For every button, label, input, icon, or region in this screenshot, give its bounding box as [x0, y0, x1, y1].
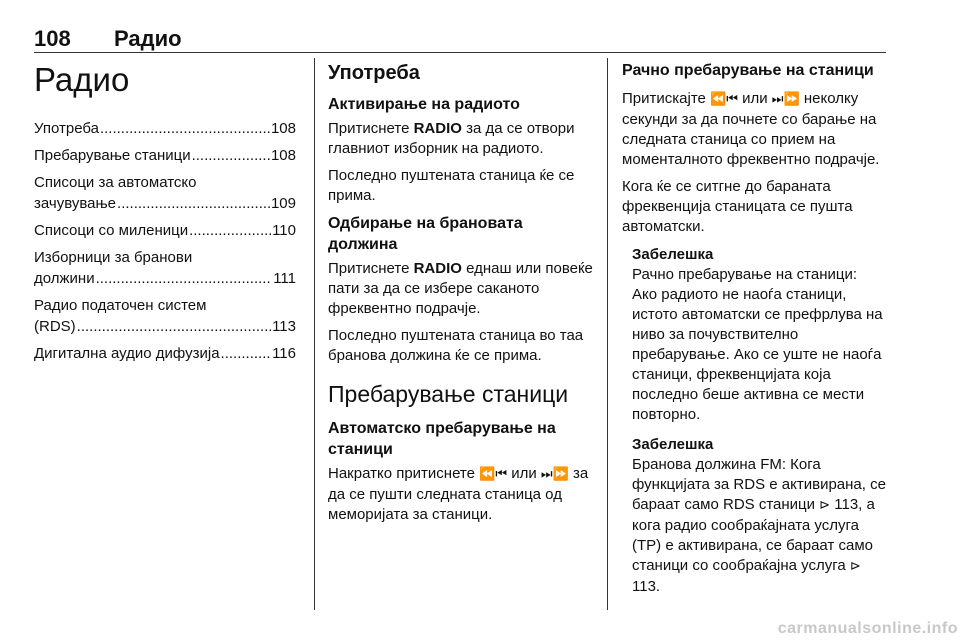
paragraph: Кога ќе се ситгне до бараната фреквенција станицата се пушта автоматски.: [622, 178, 853, 235]
toc-entry-title: (RDS): [34, 318, 76, 335]
section-title-search: Пребарување станици: [328, 381, 569, 407]
toc-entry-row: [34, 268, 296, 289]
page-number: 108: [34, 26, 71, 51]
toc-entry-row: [34, 145, 296, 166]
column-divider-2: [607, 58, 608, 610]
toc-entry-title-line: Изборници за бранови: [34, 249, 193, 266]
paragraph: Притискајте ⏪⏮ или ⏭⏩ неколку секунди за да почнете со барање на следната станица со прием на моменталното фреквентно подрачје.: [622, 90, 880, 168]
toc-entry-title: Пребарување станици: [34, 147, 191, 164]
seek-forward-icon: ⏭⏩: [540, 467, 569, 482]
seek-forward-icon: ⏭⏩: [771, 92, 800, 107]
toc-entry-row: [34, 220, 296, 241]
toc-column: [34, 60, 296, 370]
toc-leader-dots: [77, 316, 271, 337]
note-box: [632, 245, 886, 425]
section-title-usage: Употреба: [328, 62, 420, 84]
paragraph: Накратко притиснете ⏪⏮ или ⏭⏩ за да се пушти следната станица од меморијата за станици.: [328, 465, 589, 523]
toc-leader-dots: [192, 145, 270, 166]
toc-entry-row: [34, 316, 296, 337]
toc-entry-row: [34, 343, 296, 364]
toc-page-number: 116: [272, 345, 296, 362]
chapter-title: Радио: [34, 61, 130, 98]
toc-entry-row: [34, 118, 296, 139]
paragraph: Притиснете RADIO за да се отвори главниот изборник на радиото.: [328, 120, 575, 157]
paragraph: Последно пуштената станица ќе се прима.: [328, 167, 575, 204]
note-title: Забелешка: [632, 246, 714, 263]
subsection-title-manual-search: Рачно пребарување на станици: [622, 62, 874, 79]
toc-entry-title: должини: [34, 270, 95, 287]
seek-back-icon: ⏪⏮: [710, 92, 738, 107]
paragraph: Притиснете RADIO еднаш или повеќе пати за да се избере саканото фреквентно подрачје.: [328, 260, 593, 317]
toc-entry[interactable]: [34, 220, 296, 241]
toc-entry-title: Употреба: [34, 120, 99, 137]
radio-key-label: RADIO: [413, 120, 462, 137]
toc-leader-dots: [117, 193, 270, 214]
paragraph: Последно пуштената станица во таа бранова должина ќе се прима.: [328, 327, 584, 364]
toc-leader-dots: [189, 220, 271, 241]
toc-entry-title-line: Списоци за автоматско: [34, 174, 197, 191]
toc-page-number: 109: [270, 195, 296, 212]
toc-leader-dots: [96, 268, 273, 289]
toc-page-number: 110: [272, 222, 296, 239]
watermark: carmanualsonline.info: [777, 620, 958, 637]
toc-entry[interactable]: [34, 118, 296, 139]
radio-key-label: RADIO: [413, 260, 462, 277]
toc-entry-row: [34, 193, 296, 214]
toc-page-number: 108: [270, 147, 296, 164]
subsection-title-auto-search: Автоматско пребарување на станици: [328, 420, 556, 458]
note-box: [632, 435, 886, 597]
note-text: Рачно пребарување на станици: Ако радиото не наоѓа станици, истото автоматски се префрлува на ниво за почувствително пребарување. Ако се уште не наоѓа станици, фреквенцијата која последно беше активна се мести повторно.: [632, 266, 883, 423]
toc-entry[interactable]: [34, 247, 296, 289]
content-column-2: [328, 60, 594, 532]
page-header: [34, 26, 886, 53]
toc-entry-title: Дигитална аудио дифузија: [34, 345, 220, 362]
toc-leader-dots: [100, 118, 270, 139]
table-of-contents: [34, 118, 296, 364]
column-divider-1: [314, 58, 315, 610]
content-column-3: [622, 60, 886, 607]
toc-page-number: 113: [272, 318, 296, 335]
toc-page-number: 111: [273, 270, 296, 287]
toc-page-number: 108: [270, 120, 296, 137]
page-reference-icon[interactable]: ⊳: [819, 498, 831, 513]
toc-entry[interactable]: [34, 145, 296, 166]
subsection-title-waveband: Одбирање на брановата должина: [328, 215, 523, 253]
note-title: Забелешка: [632, 436, 714, 453]
seek-back-icon: ⏪⏮: [479, 467, 508, 482]
note-text: Бранова должина FM: Кога функцијата за RDS е активирана, се бараат само RDS станици ⊳ 113, а кога радио сообраќајната услуга (TP) е активирана, се бараат само станици со сообраќајна услуга ⊳ 113.: [632, 456, 886, 595]
toc-entry-title-line: Радио податочен систем: [34, 297, 207, 314]
toc-entry-title: Списоци со миленици: [34, 222, 189, 239]
toc-entry[interactable]: [34, 343, 296, 364]
running-title: Радио: [114, 26, 182, 51]
toc-entry-title: зачувување: [34, 195, 117, 212]
toc-leader-dots: [221, 343, 272, 364]
page-reference-icon[interactable]: ⊳: [849, 559, 861, 574]
subsection-title-activate: Активирање на радиото: [328, 96, 520, 113]
toc-entry[interactable]: [34, 172, 296, 214]
toc-entry[interactable]: [34, 295, 296, 337]
